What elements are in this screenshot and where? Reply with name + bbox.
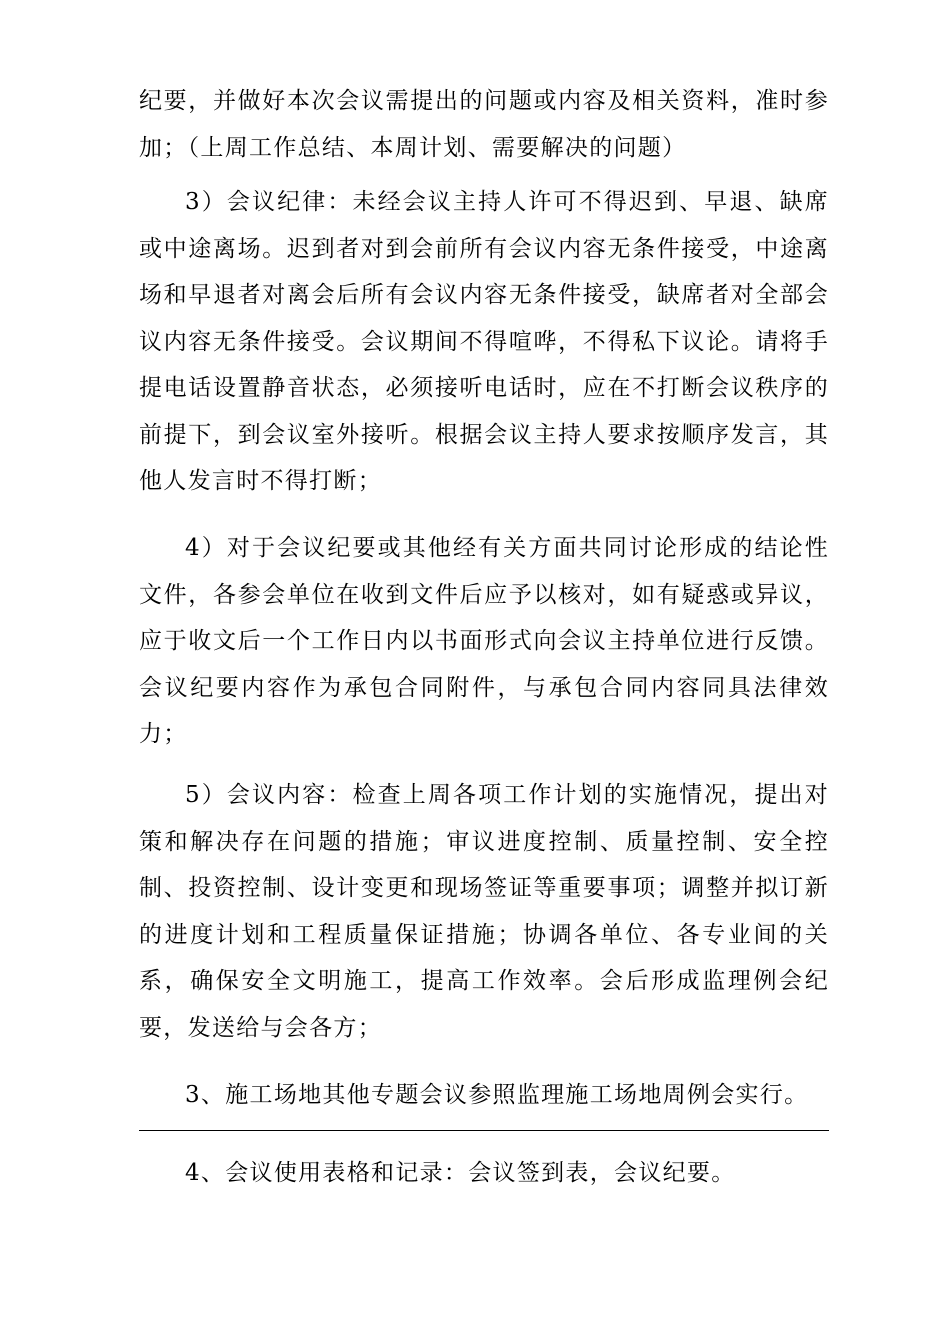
- text-line: 的进度计划和工程质量保证措施；协调各单位、各专业间的关: [139, 921, 829, 948]
- horizontal-rule: [139, 1130, 829, 1131]
- text-line: 前提下，到会议室外接听。根据会议主持人要求按顺序发言，其: [139, 421, 829, 448]
- text-line: 3）会议纪律：未经会议主持人许可不得迟到、早退、缺席: [185, 189, 829, 215]
- text-line: 应于收文后一个工作日内以书面形式向会议主持单位进行反馈。: [139, 628, 829, 654]
- text-line: 系，确保安全文明施工，提高工作效率。会后形成监理例会纪: [139, 968, 829, 994]
- text-line: 会议纪要内容作为承包合同附件，与承包合同内容同具法律效: [139, 674, 829, 701]
- text-line: 力；: [139, 721, 188, 747]
- paragraph-other-meetings: [139, 1072, 829, 1119]
- text-line: 或中途离场。迟到者对到会前所有会议内容无条件接受，中途离: [139, 235, 829, 262]
- text-line: 4）对于会议纪要或其他经有关方面共同讨论形成的结论性: [185, 535, 829, 561]
- text-line: 制、投资控制、设计变更和现场签证等重要事项；调整并拟订新: [139, 875, 829, 901]
- text-line: 纪要，并做好本次会议需提出的问题或内容及相关资料，准时参: [139, 88, 829, 114]
- text-line: 场和早退者对离会后所有会议内容无条件接受，缺席者对全部会: [139, 282, 829, 308]
- text-line: 策和解决存在问题的措施；审议进度控制、质量控制、安全控: [139, 828, 829, 855]
- paragraph-forms-records: [139, 1150, 829, 1197]
- text-line: 4、会议使用表格和记录：会议签到表，会议纪要。: [185, 1160, 736, 1186]
- text-line: 文件，各参会单位在收到文件后应予以核对，如有疑惑或异议，: [139, 581, 829, 608]
- text-line: 他人发言时不得打断；: [139, 468, 382, 494]
- text-line: 议内容无条件接受。会议期间不得喧哗，不得私下议论。请将手: [139, 328, 829, 355]
- text-line: 3、施工场地其他专题会议参照监理施工场地周例会实行。: [185, 1082, 809, 1108]
- text-line: 提电话设置静音状态，必须接听电话时，应在不打断会议秩序的: [139, 375, 829, 401]
- text-line: 要，发送给与会各方；: [139, 1014, 382, 1041]
- paragraph-meeting-minutes: [139, 525, 829, 758]
- paragraph-meeting-discipline: [139, 179, 829, 505]
- text-line: 5）会议内容：检查上周各项工作计划的实施情况，提出对: [185, 782, 829, 808]
- text-line: 加；（上周工作总结、本周计划、需要解决的问题）: [139, 134, 687, 161]
- paragraph-meeting-content: [139, 772, 829, 1051]
- paragraph-continuation: [139, 78, 829, 171]
